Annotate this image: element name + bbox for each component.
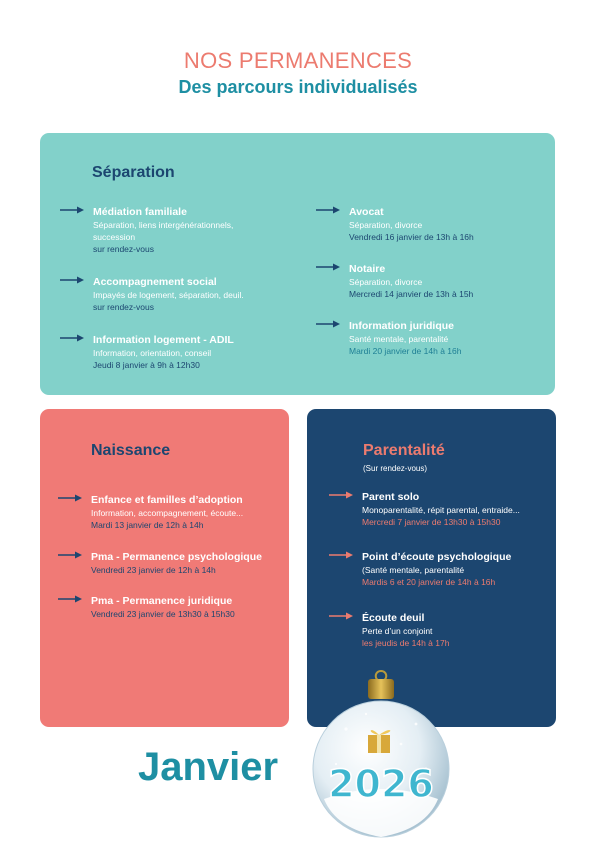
item-line: Mardis 6 et 20 janvier de 14h à 16h [362,577,496,587]
arrow-right-icon [58,493,82,503]
item-title: Parent solo [362,491,420,503]
list-item [349,319,461,357]
naissance-card [40,409,289,727]
arrow-right-icon [60,333,84,343]
naissance-title: Naissance [91,442,171,459]
item-title: Enfance et familles d’adoption [91,494,243,506]
item-title: Notaire [349,263,386,275]
item-title: Médiation familiale [93,206,187,218]
list-item [91,594,235,620]
item-line: sur rendez-vous [93,302,154,312]
separation-card [40,133,555,395]
item-line: Jeudi 8 janvier à 9h à 12h30 [93,360,200,370]
item-title: Pma - Permanence juridique [91,595,233,607]
item-title: Avocat [349,206,384,218]
arrow-right-icon [316,319,340,329]
parentalite-title: Parentalité [363,442,445,459]
item-line: Mardi 13 janvier de 12h à 14h [91,520,204,530]
list-item [349,262,473,300]
item-line: Vendredi 23 janvier de 12h à 14h [91,565,216,575]
list-item [349,205,474,243]
item-line: Séparation, divorce [349,220,423,230]
item-line: Santé mentale, parentalité [349,334,449,344]
item-line: Monoparentalité, répit parental, entraide... [362,505,520,515]
item-line: Perte d’un conjoint [362,626,433,636]
list-item [93,205,233,255]
arrow-right-icon [60,205,84,215]
arrow-right-icon [316,205,340,215]
list-item [93,275,244,313]
list-item [362,490,520,528]
ornament-cap [368,679,394,699]
item-line: succession [93,232,136,242]
christmas-ornament-icon [306,669,456,839]
item-line: Mercredi 7 janvier de 13h30 à 15h30 [362,517,501,527]
item-line: Mardi 20 janvier de 14h à 16h [349,346,462,356]
item-line: Vendredi 23 janvier de 13h30 à 15h30 [91,609,235,619]
ornament-year: 2026 [328,762,434,806]
list-item [362,611,449,649]
item-title: Accompagnement social [93,276,217,288]
item-line: Mercredi 14 janvier de 13h à 15h [349,289,474,299]
item-line: sur rendez-vous [93,244,154,254]
item-title: Point d’écoute psychologique [362,551,512,563]
list-item [91,550,262,576]
arrow-right-icon [329,550,353,560]
item-line: Impayés de logement, séparation, deuil. [93,290,244,300]
item-title: Information logement - ADIL [93,334,234,346]
month-label: Janvier [138,745,279,789]
separation-title: Séparation [92,164,175,181]
item-line: Information, orientation, conseil [93,348,212,358]
list-item [362,550,511,588]
list-item [91,493,243,531]
parentalite-note: (Sur rendez-vous) [363,464,428,473]
page-header [0,48,596,98]
item-line: Information, accompagnement, écoute... [91,508,244,518]
item-line: Séparation, divorce [349,277,423,287]
page-title: NOS PERMANENCES [183,48,413,73]
item-line: les jeudis de 14h à 17h [362,638,450,648]
page-subtitle: Des parcours individualisés [178,77,418,97]
list-item [93,333,234,371]
item-title: Information juridique [349,320,454,332]
arrow-right-icon [329,490,353,500]
item-line: Vendredi 16 janvier de 13h à 16h [349,232,474,242]
arrow-right-icon [316,262,340,272]
item-line: (Santé mentale, parentalité [362,565,465,575]
arrow-right-icon [60,275,84,285]
item-title: Écoute deuil [362,612,425,624]
item-line: Séparation, liens intergénérationnels, [93,220,234,230]
arrow-right-icon [58,594,82,604]
arrow-right-icon [329,611,353,621]
item-title: Pma - Permanence psychologique [91,551,262,563]
arrow-right-icon [58,550,82,560]
